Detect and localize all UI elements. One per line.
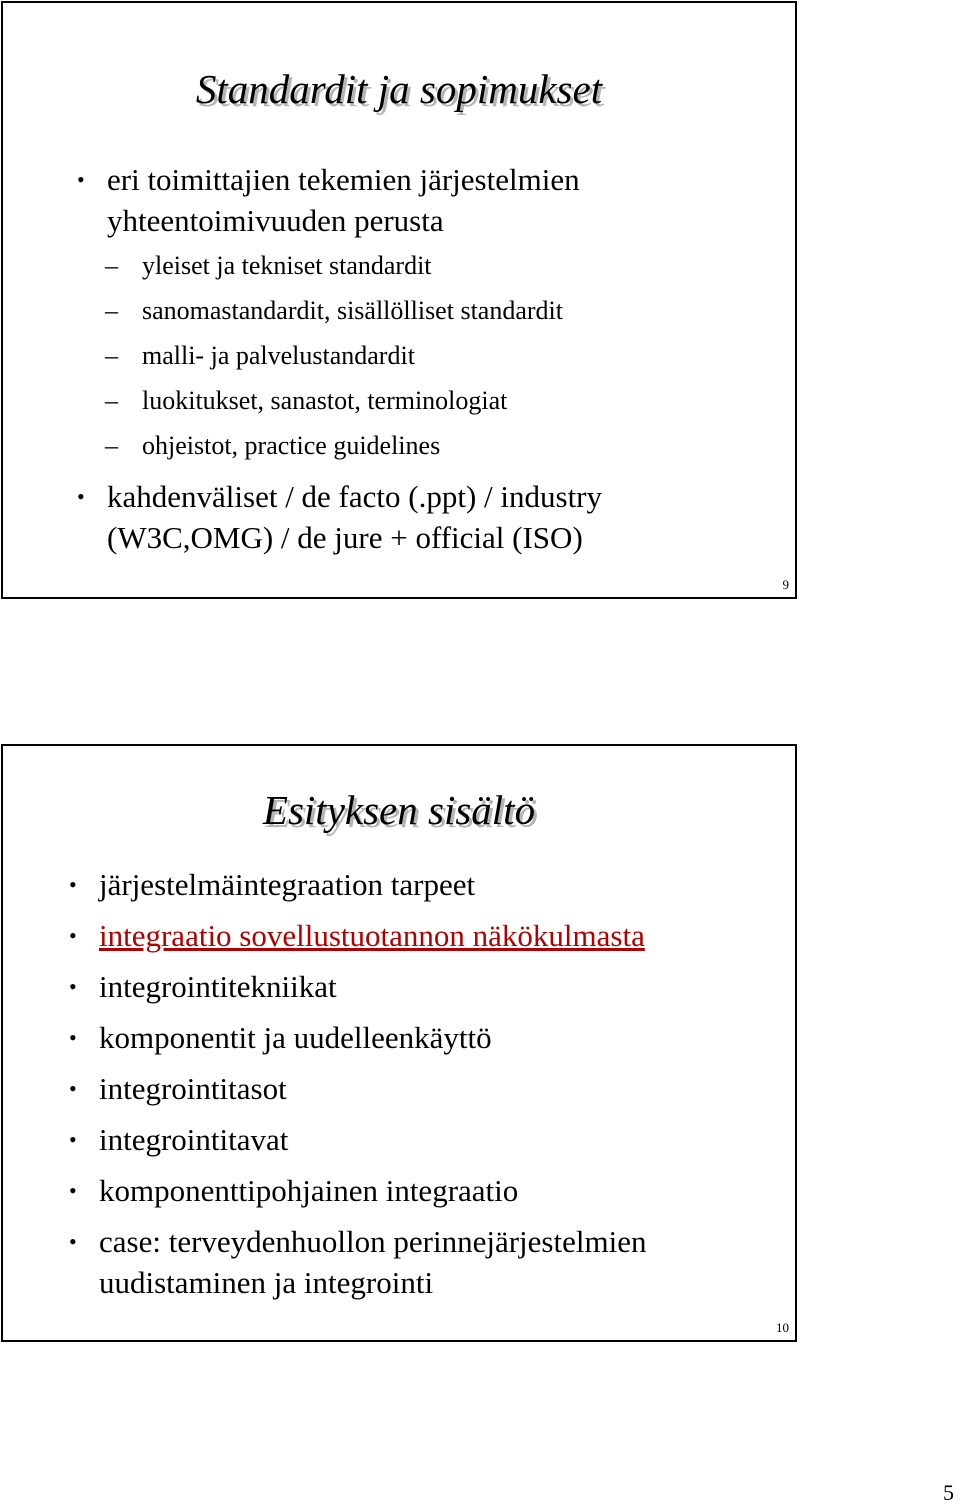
slide-9 (1, 1, 797, 599)
sub-item-text: malli- ja palvelustandardit (142, 341, 415, 370)
sub-item-text: luokitukset, sanastot, terminologiat (142, 386, 508, 415)
sub-item-text: ohjeistot, practice guidelines (142, 431, 441, 460)
bullet-icon: • (69, 974, 77, 999)
bullet-icon: • (69, 1127, 77, 1152)
bullet-item (69, 966, 779, 1007)
bullet-item (69, 1170, 779, 1211)
slide-number: 10 (776, 1320, 789, 1335)
slide-title: Esityksen sisältö (262, 787, 536, 833)
bullet-text: eri toimittajien tekemien järjestelmien yhteentoimivuuden perusta (107, 162, 580, 238)
bullet-text: integrointitekniikat (99, 969, 337, 1004)
bullet-text: integrointitavat (99, 1122, 289, 1157)
bullet-item (69, 1221, 739, 1303)
bullet-icon: • (77, 167, 85, 192)
dash-icon: – (105, 251, 118, 280)
bullet-text: kahdenväliset / de facto (.ppt) / industry (W3C,OMG) / de jure + official (ISO) (107, 479, 603, 555)
sub-item (105, 378, 725, 423)
bullet-text: komponentit ja uudelleenkäyttö (99, 1020, 492, 1055)
bullet-list (77, 159, 727, 241)
slide-number: 9 (782, 577, 789, 592)
bullet-icon: • (69, 1178, 77, 1203)
bullet-icon: • (69, 1229, 77, 1254)
bullet-text: komponenttipohjainen integraatio (99, 1173, 519, 1208)
bullet-item (69, 1017, 779, 1058)
bullet-icon: • (69, 872, 77, 897)
bullet-item (77, 159, 727, 241)
sub-item-text: yleiset ja tekniset standardit (142, 251, 432, 280)
bullet-list (69, 864, 779, 1303)
bullet-text: integrointitasot (99, 1071, 287, 1106)
bullet-list (77, 476, 747, 558)
dash-icon: – (105, 296, 118, 325)
dash-icon: – (105, 431, 118, 460)
bullet-link[interactable]: integraatio sovellustuotannon näkökulmasta (99, 918, 645, 953)
bullet-icon: • (69, 1025, 77, 1050)
sub-item (105, 243, 725, 288)
sub-item-text: sanomastandardit, sisällölliset standardit (142, 296, 563, 325)
bullet-item (77, 476, 747, 558)
bullet-item (69, 1068, 779, 1109)
bullet-text: järjestelmäintegraation tarpeet (99, 867, 476, 902)
dash-icon: – (105, 341, 118, 370)
slide-10 (1, 744, 797, 1342)
sub-item (105, 288, 725, 333)
slide-title: Standardit ja sopimukset (195, 66, 603, 112)
sub-bullet-list (105, 243, 725, 468)
bullet-text: case: terveydenhuollon perinnejärjestelmien uudistaminen ja integrointi (99, 1224, 647, 1300)
bullet-icon: • (69, 923, 77, 948)
dash-icon: – (105, 386, 118, 415)
page-number: 5 (943, 1480, 954, 1505)
bullet-item (69, 864, 779, 905)
sub-item (105, 333, 725, 378)
sub-item (105, 423, 725, 468)
bullet-item (69, 1119, 779, 1160)
bullet-icon: • (69, 1076, 77, 1101)
bullet-icon: • (77, 484, 85, 509)
bullet-item[interactable] (69, 915, 779, 956)
